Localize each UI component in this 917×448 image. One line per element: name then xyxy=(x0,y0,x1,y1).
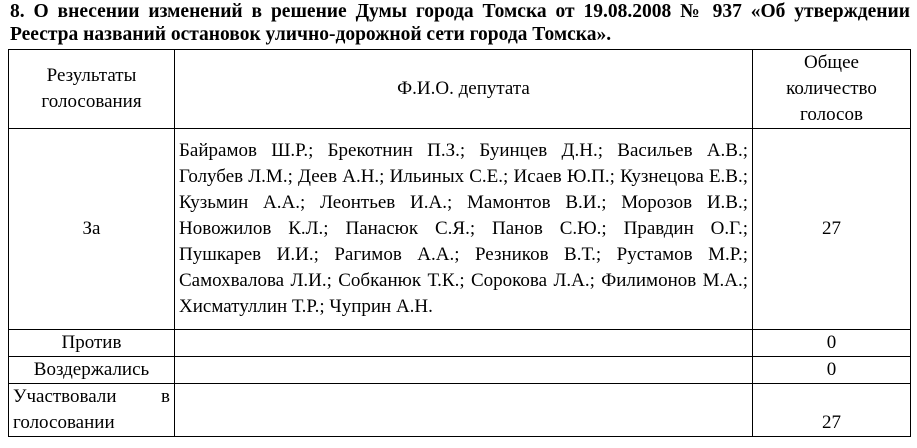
table-header-row xyxy=(9,50,911,129)
count-against: 0 xyxy=(753,330,911,357)
count-participated: 27 xyxy=(753,384,911,437)
voting-results-table xyxy=(8,49,911,437)
table-row-against xyxy=(9,330,911,357)
header-count: Общее количество голосов xyxy=(753,50,911,129)
result-against: Против xyxy=(9,330,175,357)
table-row-participated xyxy=(9,384,911,437)
table-row-for xyxy=(9,129,911,330)
deputies-against xyxy=(175,330,753,357)
deputies-participated xyxy=(175,384,753,437)
count-for: 27 xyxy=(753,129,911,330)
header-deputy: Ф.И.О. депутата xyxy=(175,50,753,129)
table-row-abstained xyxy=(9,357,911,384)
document-heading: 8. О внесении изменений в решение Думы города Томска от 19.08.2008 № 937 «Об утверждении Реестра названий остановок улично-дорожной сети города Томска». xyxy=(10,1,910,45)
header-result: Результаты голосования xyxy=(9,50,175,129)
result-for: За xyxy=(9,129,175,330)
result-abstained: Воздержались xyxy=(9,357,175,384)
result-participated: Участвовали в голосовании xyxy=(9,384,175,437)
deputies-for: Байрамов Ш.Р.; Брекотнин П.З.; Буинцев Д.Н.; Васильев А.В.; Голубев Л.М.; Деев А.Н.; Ильиных С.Е.; Исаев Ю.П.; Кузнецова Е.В.; Кузьмин А.А.; Леонтьев И.А.; Мамонтов В.И.; Морозов И.В.; Новожилов К.Л.; Панасюк С.Я.; Панов С.Ю.; Правдин О.Г.; Пушкарев И.И.; Рагимов А.А.; Резников В.Т.; Рустамов М.Р.; Самохвалова Л.И.; Собканюк Т.К.; Сорокова Л.А.; Филимонов М.А.; Хисматуллин Т.Р.; Чуприн А.Н. xyxy=(175,129,753,330)
deputies-abstained xyxy=(175,357,753,384)
count-abstained: 0 xyxy=(753,357,911,384)
